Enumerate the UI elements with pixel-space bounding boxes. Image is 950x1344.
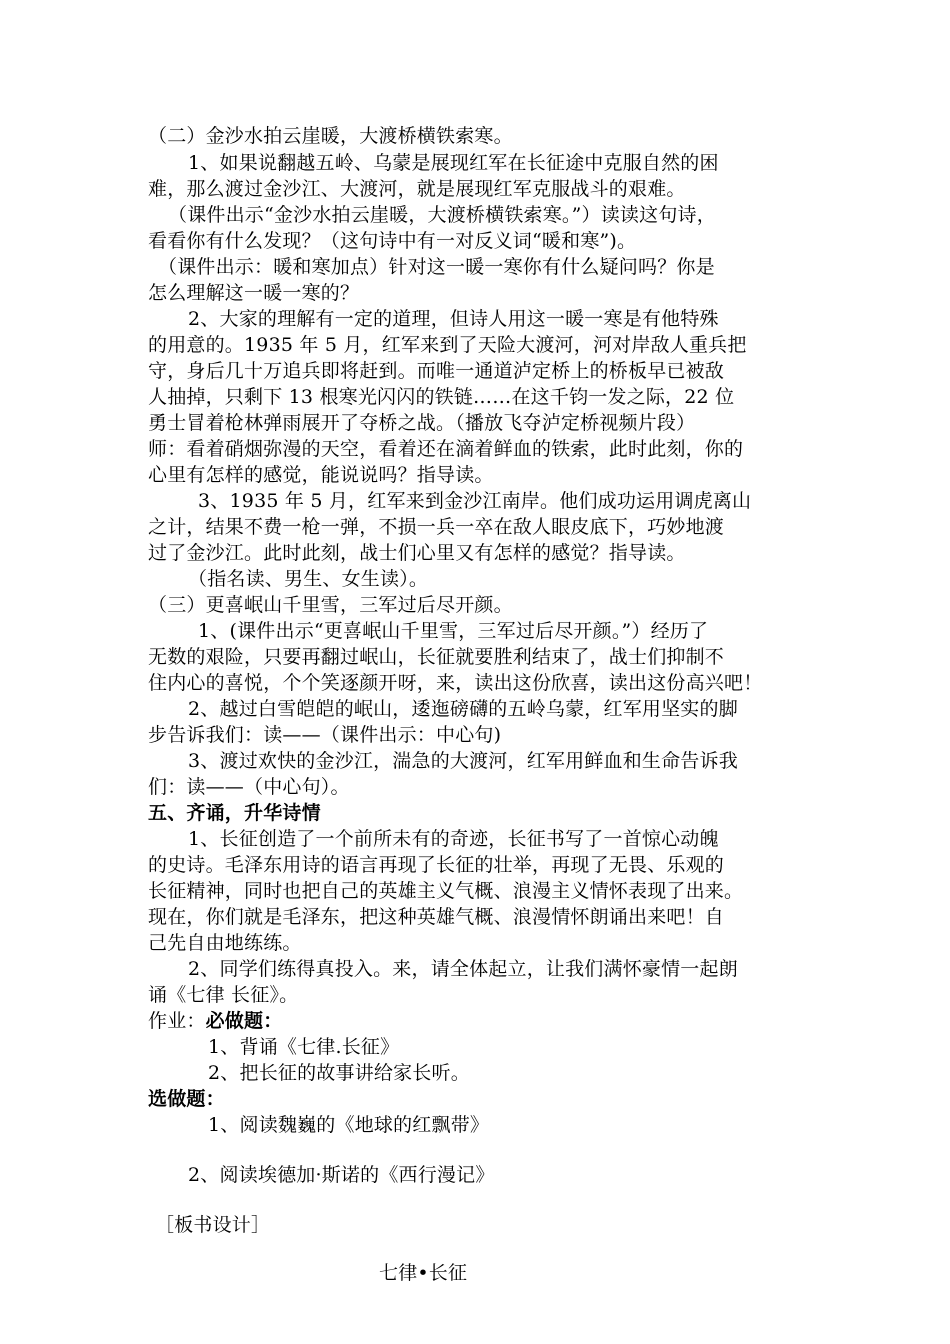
paragraph-line: 1、(课件出示“更喜岷山千里雪，三军过后尽开颜。”）经历了 [198,620,709,642]
homework-line [148,1008,282,1034]
section-heading-5: 五、齐诵，升华诗情 [148,802,321,824]
paragraph-line: 2、同学们练得真投入。来，请全体起立，让我们满怀豪情一起朗 [188,958,738,980]
paragraph-line: 现在，你们就是毛泽东，把这种英雄气概、浪漫情怀朗诵出来吧！自 [148,906,725,928]
paragraph-line: （课件出示“金沙水拍云崖暖，大渡桥横铁索寒。”）读读这句诗， [168,204,716,226]
required-title: 必做题： [205,1010,283,1032]
paragraph-line: 心里有怎样的感觉，能说说吗？指导读。 [148,464,494,486]
paragraph-line: 的史诗。毛泽东用诗的语言再现了长征的壮举，再现了无畏、乐观的 [148,854,725,876]
paragraph-line: 师：看着硝烟弥漫的天空，看着还在滴着鲜血的铁索，此时此刻，你的 [148,438,744,460]
board-design-label: ［板书设计］ [155,1214,271,1236]
section-heading-3: （三）更喜岷山千里雪，三军过后尽开颜。 [148,594,513,616]
homework-prefix: 作业： [148,1010,206,1032]
required-item: 2、把长征的故事讲给家长听。 [208,1062,470,1084]
paragraph-line: 之计，结果不费一枪一弹，不损一兵一卒在敌人眼皮底下，巧妙地渡 [148,516,725,538]
optional-item: 2、阅读埃德加·斯诺的《西行漫记》 [188,1164,495,1186]
paragraph-line: （课件出示：暖和寒加点）针对这一暖一寒你有什么疑问吗？你是 [158,256,715,278]
optional-item: 1、阅读魏巍的《地球的红飘带》 [208,1114,490,1136]
section-heading-2: （二）金沙水拍云崖暖，大渡桥横铁索寒。 [148,125,513,147]
paragraph-line: 长征精神，同时也把自己的英雄主义气概、浪漫主义情怀表现了出来。 [148,880,744,902]
board-title: 七律•长征 [379,1262,468,1284]
paragraph-line: 诵《七律 长征》。 [148,984,299,1006]
paragraph-line: 1、长征创造了一个前所未有的奇迹，长征书写了一首惊心动魄 [188,828,719,850]
paragraph-line: 人抽掉，只剩下 13 根寒光闪闪的铁链……在这千钧一发之际，22 位 [148,386,735,408]
paragraph-line: （指名读、男生、女生读）。 [188,568,429,590]
paragraph-line: 2、越过白雪皑皑的岷山，逶迤磅礴的五岭乌蒙，红军用坚实的脚 [188,698,738,720]
paragraph-line: 住内心的喜悦，个个笑逐颜开呀，来，读出这份欣喜，读出这份高兴吧！ [148,672,763,694]
paragraph-line: 难，那么渡过金沙江、大渡河，就是展现红军克服战斗的艰难。 [148,178,686,200]
paragraph-line: 步告诉我们：读——（课件出示：中心句) [148,724,502,746]
paragraph-line: 无数的艰险，只要再翻过岷山，长征就要胜利结束了，战士们抑制不 [148,646,725,668]
paragraph-line: 过了金沙江。此时此刻，战士们心里又有怎样的感觉？指导读。 [148,542,686,564]
paragraph-line: 们：读——（中心句）。 [148,776,350,798]
optional-title: 选做题： [148,1088,225,1110]
paragraph-line: 己先自由地练练。 [148,932,302,954]
paragraph-line: 2、大家的理解有一定的道理，但诗人用这一暖一寒是有他特殊 [188,308,719,330]
paragraph-line: 看看你有什么发现？（这句诗中有一对反义词“暖和寒”)。 [148,230,637,252]
paragraph-line: 的用意的。1935 年 5 月，红军来到了天险大渡河，河对岸敌人重兵把 [148,334,747,356]
paragraph-line: 3、1935 年 5 月，红军来到金沙江南岸。他们成功运用调虎离山 [198,490,752,512]
paragraph-line: 怎么理解这一暖一寒的？ [148,282,360,304]
required-item: 1、背诵《七律.长征》 [208,1036,400,1058]
paragraph-line: 3、渡过欢快的金沙江，湍急的大渡河，红军用鲜血和生命告诉我 [188,750,738,772]
paragraph-line: 1、如果说翻越五岭、乌蒙是展现红军在长征途中克服自然的困 [188,152,719,174]
paragraph-line: 守，身后几十万追兵即将赶到。而唯一通道泸定桥上的桥板早已被敌 [148,360,725,382]
paragraph-line: 勇士冒着枪林弹雨展开了夺桥之战。（播放飞夺泸定桥视频片段） [148,412,696,434]
